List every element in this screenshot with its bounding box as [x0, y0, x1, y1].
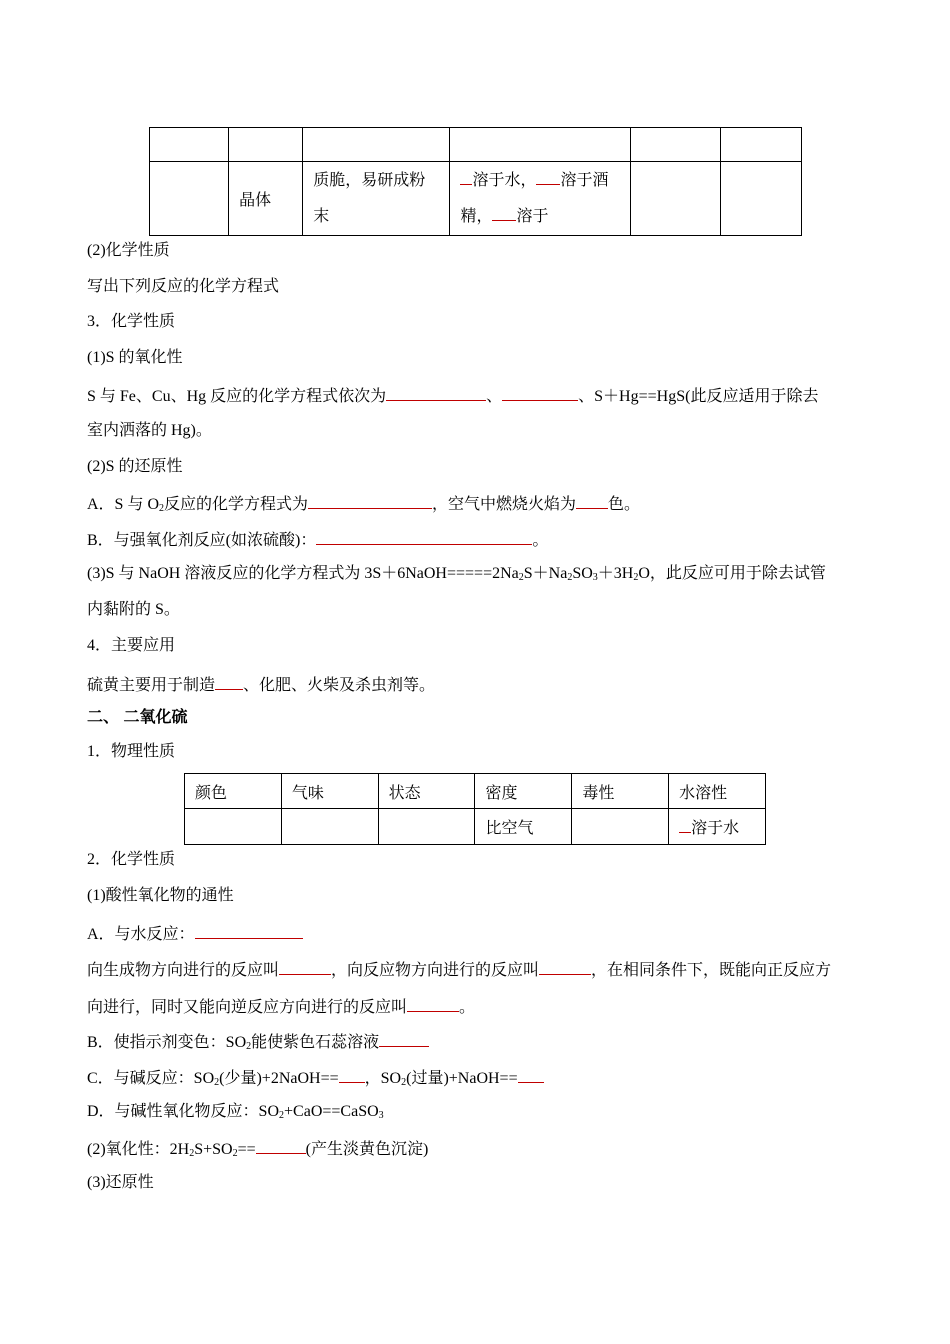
strong-oxidizer-line: B．与强氧化剂反应(如浓硫酸)： 。	[87, 528, 548, 551]
acidic-oxide-heading: (1)酸性氧化物的通性	[87, 887, 234, 904]
table-cell	[630, 128, 720, 162]
s-naoh-line-cont: 内黏附的 S。	[87, 601, 180, 618]
answer-blank[interactable]	[316, 528, 532, 545]
table-cell	[303, 128, 450, 162]
so2-chemical-heading: 2．化学性质	[87, 851, 176, 868]
table-cell	[378, 809, 475, 845]
sulfur-uses-line: 硫黄主要用于制造 、化肥、火柴及杀虫剂等。	[87, 673, 435, 696]
so2-properties-table	[184, 773, 766, 845]
table-cell	[572, 809, 669, 845]
answer-blank[interactable]	[256, 1137, 306, 1154]
answer-blank[interactable]	[502, 384, 578, 401]
answer-blank[interactable]	[386, 384, 486, 401]
header-toxicity: 毒性	[572, 774, 669, 809]
answer-blank[interactable]	[339, 1066, 365, 1083]
write-equations-instruction: 写出下列反应的化学方程式	[87, 278, 280, 295]
s-metal-reaction-line: S 与 Fe、Cu、Hg 反应的化学方程式依次为 、 、S＋Hg==HgS(此反应适用于除去	[87, 384, 818, 407]
header-color: 颜色	[185, 774, 282, 809]
reversible-reaction-line: 向生成物方向进行的反应叫 ，向反应物方向进行的反应叫 ，在相同条件下，既能向正反应方	[87, 958, 831, 981]
water-reaction-line: A．与水反应：	[87, 922, 303, 945]
table-cell	[450, 128, 630, 162]
section-4-heading: 4．主要应用	[87, 637, 176, 654]
density-cell: 比空气	[475, 809, 572, 845]
header-odor: 气味	[281, 774, 378, 809]
oxidizing-line: (2)氧化性：$2H_2S+SO_2==$ (产生淡黄色沉淀)	[87, 1137, 428, 1160]
basic-oxide-line: D．与碱性氧化物反应：$SO_2+CaO==CaSO_3$	[87, 1103, 384, 1121]
oxidizing-heading: (1)S 的氧化性	[87, 349, 183, 366]
answer-blank[interactable]	[460, 168, 472, 185]
reversible-reaction-cont: 向进行，同时又能向逆反应方向进行的反应叫 。	[87, 995, 475, 1018]
answer-blank[interactable]	[407, 995, 459, 1012]
answer-blank[interactable]	[195, 922, 303, 939]
answer-blank[interactable]	[215, 673, 243, 690]
so2-physical-heading: 1．物理性质	[87, 743, 176, 760]
answer-blank[interactable]	[492, 204, 516, 221]
brittle-cell: 质脆，易研成粉末	[303, 162, 450, 236]
chem-properties-heading: (2)化学性质	[87, 242, 170, 259]
table-cell	[150, 128, 229, 162]
crystal-state-cell: 晶体	[229, 162, 303, 236]
s-oxygen-line: A．S 与 $O_2$反应的化学方程式为 ，空气中燃烧火焰为 色。	[87, 492, 640, 515]
part-2-heading: 二、 二氧化硫	[87, 709, 188, 726]
table-cell	[281, 809, 378, 845]
header-solubility: 水溶性	[669, 774, 766, 809]
indicator-line: B．使指示剂变色：$SO_2$能使紫色石蕊溶液	[87, 1030, 429, 1053]
reducing-so2-heading: (3)还原性	[87, 1174, 154, 1191]
answer-blank[interactable]	[539, 958, 591, 975]
answer-blank[interactable]	[279, 958, 331, 975]
header-density: 密度	[475, 774, 572, 809]
base-reaction-line: C．与碱反应：$SO_2$(少量)+2NaOH== ，$SO_2$(过量)+NaOH==	[87, 1066, 544, 1089]
solubility-cell: 溶于水	[669, 809, 766, 845]
table-cell	[150, 162, 229, 236]
s-naoh-line: (3)S 与 NaOH 溶液反应的化学方程式为 $3S+6NaOH=====2Na_2S+Na_2SO_3+3H_2O$，此反应可用于除去试管	[87, 565, 826, 583]
reducing-heading: (2)S 的还原性	[87, 458, 183, 475]
header-state: 状态	[378, 774, 475, 809]
answer-blank[interactable]	[518, 1066, 544, 1083]
answer-blank[interactable]	[308, 492, 432, 509]
answer-blank[interactable]	[679, 816, 691, 833]
answer-blank[interactable]	[576, 492, 608, 509]
sulfur-properties-table	[149, 127, 802, 236]
answer-blank[interactable]	[536, 168, 560, 185]
table-cell	[720, 128, 801, 162]
answer-blank[interactable]	[379, 1030, 429, 1047]
table-cell	[720, 162, 801, 236]
solubility-cell: 溶于水， 溶于酒精， 溶于	[450, 162, 630, 236]
section-3-heading: 3．化学性质	[87, 313, 176, 330]
table-cell	[185, 809, 282, 845]
table-cell	[630, 162, 720, 236]
s-metal-reaction-cont: 室内洒落的 Hg)。	[87, 422, 212, 439]
table-cell	[229, 128, 303, 162]
